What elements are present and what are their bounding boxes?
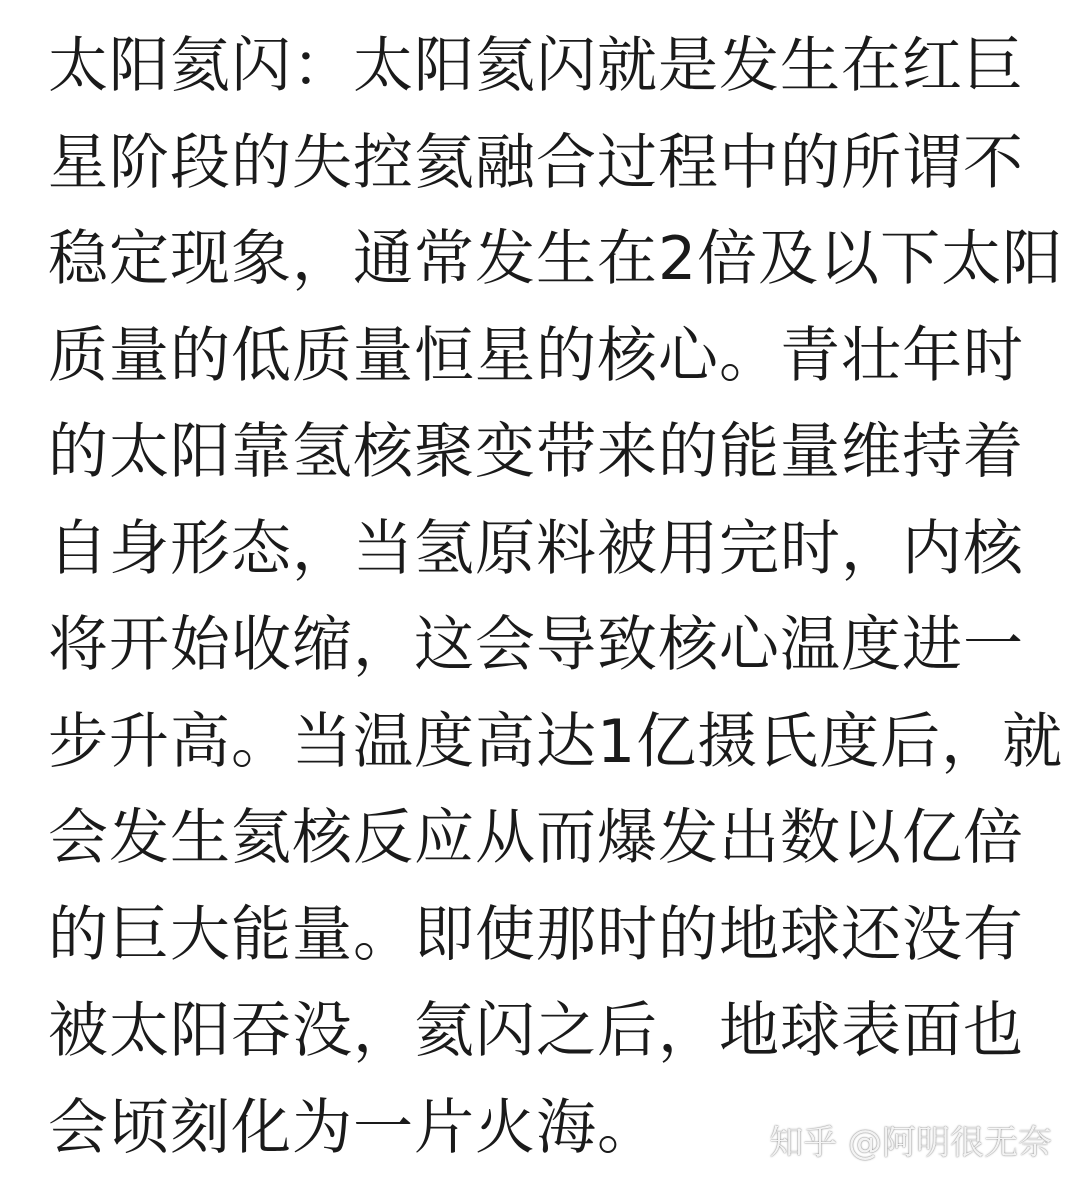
text-line-7: 将开始收缩，这会导致核心温度进一 [48,610,1024,680]
text-line-3: 稳定现象，通常发生在2倍及以下太阳 [48,224,1064,294]
article-body [48,18,1064,1176]
text-line-4: 质量的低质量恒星的核心。青壮年时 [48,320,1024,391]
watermark: 知乎 @阿明很无奈 [769,1123,1052,1163]
text-line-2: 星阶段的失控氦融合过程中的所谓不 [48,127,1024,198]
text-line-12: 会顷刻化为一片火海。 [48,1092,658,1163]
text-line-10: 的巨大能量。即使那时的地球还没有 [48,899,1024,970]
text-line-9: 会发生氦核反应从而爆发出数以亿倍 [48,803,1024,873]
text-line-8: 步升高。当温度高达1亿摄氏度后，就 [48,706,1064,777]
text-line-6: 自身形态，当氢原料被用完时，内核 [48,513,1024,584]
text-line-1: 太阳氦闪：太阳氦闪就是发生在红巨 [48,31,1024,101]
text-line-11: 被太阳吞没，氦闪之后，地球表面也 [48,996,1024,1066]
text-line-5: 的太阳靠氢核聚变带来的能量维持着 [48,417,1024,487]
